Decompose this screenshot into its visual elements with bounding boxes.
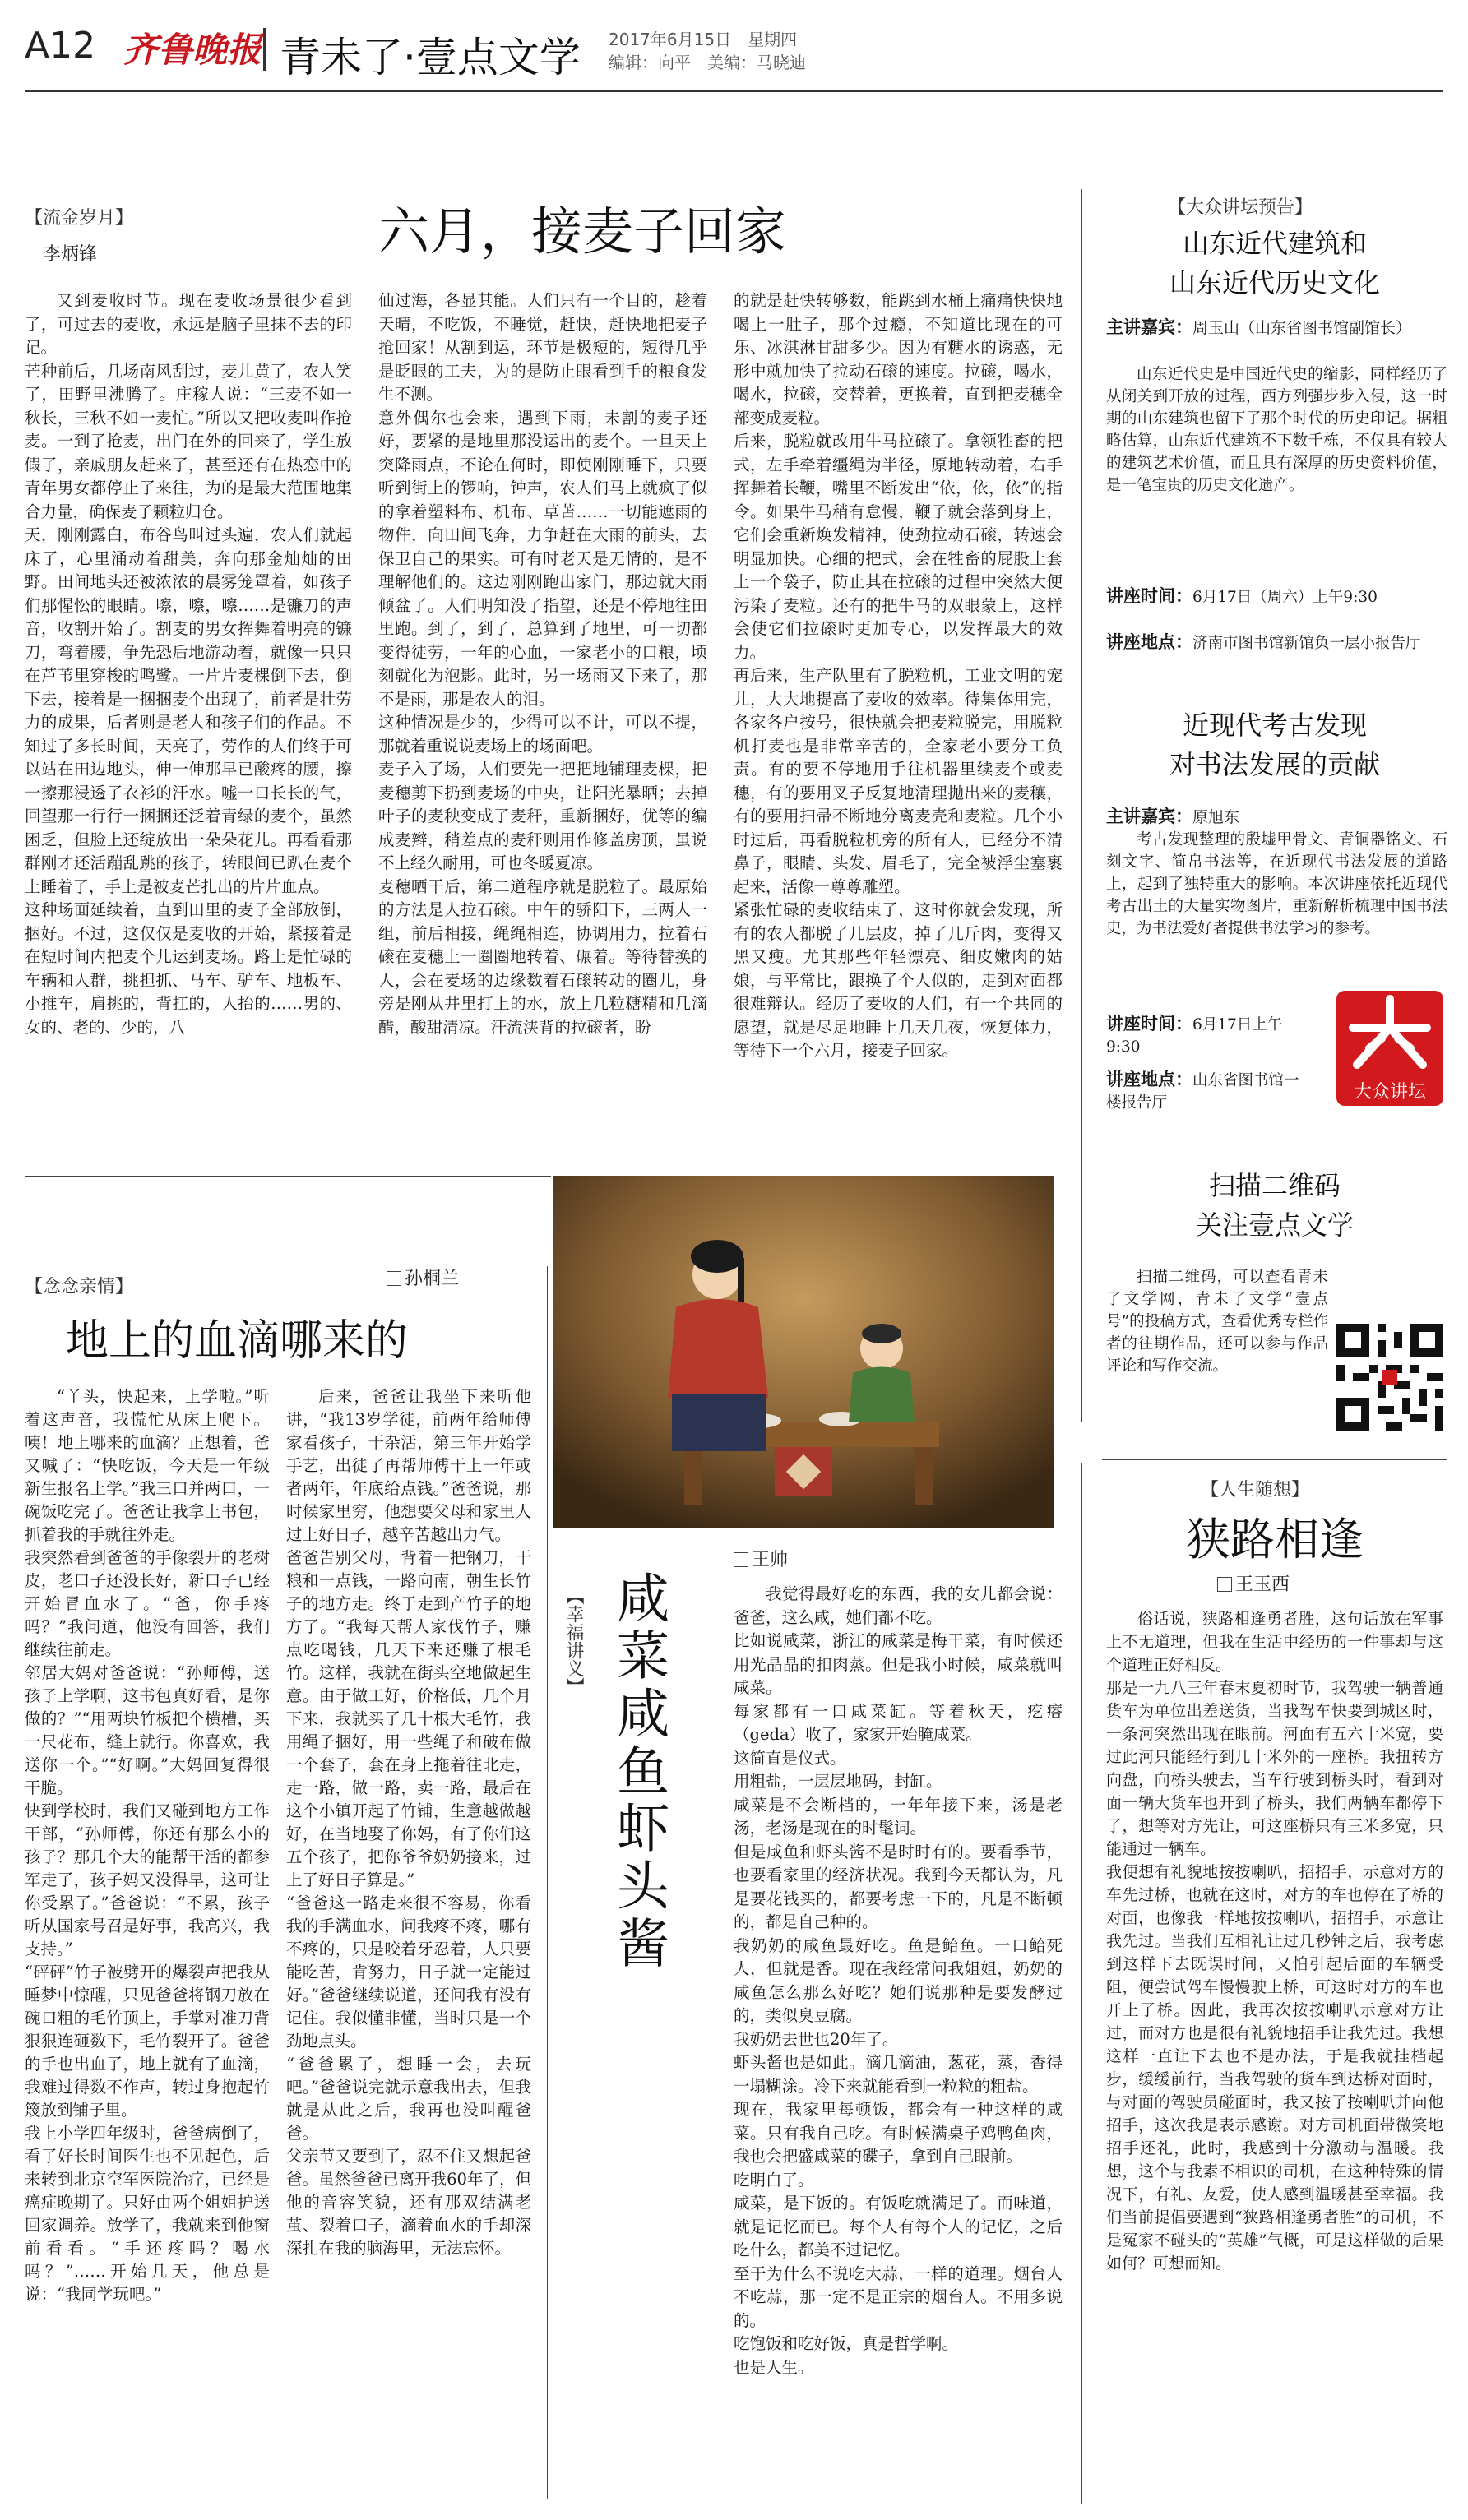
- article-body-column: 俗话说，狭路相逢勇者胜，这句话放在军事上不无道理，但我在生活中经历的一件事却与这个道理正好相反。 那是一九八三年春末夏初时节，我驾驶一辆普通货车为单位出差送货，当我驾车快要到城区时，一条河突然出现在眼前。河面有五六十米宽，要过此河只能经行到几十米外的一座桥。我扭转方向盘，向桥头驶去，当车行驶到桥头时，看到对面一辆大货车也开到了桥头，我们两辆车都停下了，想等对方先让，可这座桥只有三米多宽，只能通过一辆车。 我便想有礼貌地按按喇叭，招招手，示意对方的车先过桥，也就在这时，对方的车也停在了桥的对面，也像我一样地按按喇叭，招招手，示意让我先过。当我们互相礼让过几秒钟之后，我考虑到这样下去既误时间，又怕引起后面的车辆受阻，便尝试驾车慢慢驶上桥，可这时对方的车也开上了桥。因此，我再次按按喇叭示意对方让过，而对方也是很有礼貌地招手让我先过。我想这样一直让下去也不是办法，于是我就挂档起步，缓缓前行，当我驾驶的货车到达桥对面时，与对面的驾驶员碰面时，我又按了按喇叭并向他招手，这次我是表示感谢。对方司机面带微笑地招手还礼，此时，我感到十分激动与温暖。我想，这个与我素不相识的司机，在这种特殊的情况下，有礼、友爱，使人感到温暖甚至幸福。我们当前提倡要遇到“狭路相逢勇者胜”的司机，不是冤家不碰头的“英雄”气概，可是这样做的后果如何？可想而知。: [1106, 1610, 1443, 2273]
- column-label: 【念念亲情】: [25, 1277, 134, 1297]
- time-value: 6月17日（周六）上午9:30: [1192, 589, 1378, 606]
- place-value: 济南市图书馆新馆负一层小报告厅: [1192, 635, 1421, 652]
- time-label: 讲座时间：: [1106, 1014, 1192, 1033]
- issue-date: 2017年6月15日 星期四: [609, 30, 798, 49]
- lecture-title-line: 山东近代建筑和: [1182, 228, 1367, 259]
- place-label: 讲座地点：: [1106, 632, 1192, 652]
- byline: 孙桐兰: [387, 1265, 459, 1290]
- newspaper-logo: 齐鲁晚报: [123, 30, 262, 70]
- header-separator: [263, 28, 266, 71]
- lecture-title: [1102, 705, 1447, 784]
- time-value: 6月17日上午9:30: [1106, 1016, 1283, 1056]
- logo-caption: 大众讲坛: [1353, 1082, 1426, 1103]
- byline: 王帅: [734, 1546, 788, 1571]
- article-photo: [553, 1176, 1054, 1528]
- page-number: A12: [25, 25, 96, 67]
- sidebar-divider: [1081, 189, 1082, 1422]
- section-divider: [1102, 1459, 1447, 1460]
- article-title: 六月，接麦子回家: [378, 201, 787, 261]
- header-rule: [25, 90, 1443, 92]
- forum-glyph-icon: [1336, 991, 1443, 1073]
- qr-title: [1102, 1166, 1447, 1245]
- column-label: 【流金岁月】: [25, 208, 134, 229]
- editor-credits: 编辑：向平 美编：马晓迪: [609, 53, 806, 72]
- lecture-host: [1106, 806, 1447, 828]
- place-label: 讲座地点：: [1106, 1070, 1192, 1089]
- article-body-column: 又到麦收时节。现在麦收场景很少看到了，可过去的麦收，永远是脑子里抹不去的印记。 芒种前后，几场南风刮过，麦儿黄了，农人笑了，田野里沸腾了。庄稼人说：“三麦不如一秋长，三秋不如一麦忙。”所以又把收麦叫作抢麦。一到了抢麦，出门在外的回来了，学生放假了，亲戚朋友赶来了，甚至还有在热恋中的青年男女都停止了来往，为的是最大范围地集合力量，确保麦子颗粒归仓。 天，刚刚露白，布谷鸟叫过头遍，农人们就起床了，心里涌动着甜美，奔向那金灿灿的田野。田间地头还被浓浓的晨雾笼罩着，如孩子们那惺忪的眼睛。嚓，嚓，嚓……是镰刀的声音，收割开始了。割麦的男女挥舞着明亮的镰刀，弯着腰，争先恐后地游动着，就像一只只在芦苇里穿梭的鸣鹭。一片片麦棵倒下去，倒下去，接着是一捆捆麦个出现了，前者是壮劳力的成果，后者则是老人和孩子们的作品。不知过了多长时间，天亮了，劳作的人们终于可以站在田边地头，伸一伸那早已酸疼的腰，擦一擦那浸透了衣衫的汗水。嘘一口长长的气，回望那一行行一捆捆还泛着青绿的麦个，虽然困乏，但脸上还绽放出一朵朵花儿。再看看那群刚才还活蹦乱跳的孩子，转眼间已趴在麦个上睡着了，手上是被麦芒扎出的片片血点。 这种场面延续着，直到田里的麦子全部放倒，捆好。不过，这仅仅是麦收的开始，紧接着是在短时间内把麦个儿运到麦场。路上是忙碌的车辆和人群，挑担抓、马车、驴车、地板车、小推车，肩挑的，背扛的，人抬的……男的、女的、老的、少的，八: [25, 291, 352, 1037]
- host-label: 主讲嘉宾：: [1106, 807, 1192, 826]
- qr-code-icon[interactable]: [1336, 1324, 1443, 1431]
- lecture-title: [1102, 224, 1447, 303]
- lecture-place: [1106, 631, 1447, 654]
- lecture-description: 山东近代史是中国近代史的缩影，同样经历了从闭关到开放的过程，西方列强步步入侵，这一时期的山东建筑也留下了那个时代的历史印记。据粗略估算，山东近代建筑不下数千栋，不仅具有较大的建筑艺术价值，而且具有深厚的历史资料价值，是一笔宝贵的历史文化遗产。: [1106, 366, 1447, 494]
- column-divider: [1081, 1463, 1082, 2504]
- lecture-title-line: 山东近代历史文化: [1169, 267, 1380, 298]
- time-label: 讲座时间：: [1106, 586, 1192, 606]
- sidebar-label: 【大众讲坛预告】: [1168, 197, 1313, 218]
- lecture-host: [1106, 317, 1447, 339]
- article-title: 狭路相逢: [1186, 1514, 1364, 1565]
- lecture-description: 考古发现整理的殷墟甲骨文、青铜器铭文、石刻文字、简帛书法等，在近现代书法发展的道路上，起到了独特重大的影响。本次讲座依托近现代考古出土的大量实物图片，重新解析梳理中国书法史，为书法爱好者提供书法学习的参考。: [1106, 831, 1447, 937]
- lecture-title-line: 近现代考古发现: [1182, 710, 1367, 741]
- section-title: 青未了·壹点文学: [280, 34, 581, 81]
- host-name: 周玉山（山东省图书馆副馆长）: [1192, 319, 1412, 337]
- article-title: 咸菜咸鱼虾头酱: [608, 1570, 669, 1973]
- article-body-column: “丫头，快起来，上学啦。”听着这声音，我慌忙从床上爬下。咦！地上哪来的血滴？正想着，爸又喊了：“快吃饭，今天是一年级新生报名上学。”我三口并两口，一碗饭吃完了。爸爸让我拿上书包，抓着我的手就往外走。 我突然看到爸爸的手像裂开的老树皮，老口子还没长好，新口子已经开始冒血水了。“爸，你手疼吗？”我问道，他没有回答，我们继续往前走。 邻居大妈对爸爸说：“孙师傅，送孩子上学啊，这书包真好看，是你做的？”“用两块竹板把个横槽，买一尺花布，缝上就行。你喜欢，我送你一个。”“好啊。”大妈回复得很干脆。 快到学校时，我们又碰到地方工作干部，“孙师傅，你还有那么小的孩子？那几个大的能帮干活的都参军走了，孩子妈又没得早，这可让你受累了。”爸爸说：“不累，孩子听从国家号召是好事，我高兴，我支持。” “砰砰”竹子被劈开的爆裂声把我从睡梦中惊醒，只见爸爸将钢刀放在碗口粗的毛竹顶上，手掌对准刀背狠狠连砸数下，毛竹裂开了。爸爸的手也出血了，地上就有了血滴，我难过得数不作声，转过身抱起竹篾放到铺子里。 我上小学四年级时，爸爸病倒了，看了好长时间医生也不见起色，后来转到北京空军医院治疗，已经是癌症晚期了。只好由两个姐姐护送回家调养。放学了，我就来到他窗前看看。“手还疼吗？喝水吗？”……开始几天，他总是说：“我同学玩吧。”: [25, 1387, 270, 2304]
- host-label: 主讲嘉宾：: [1106, 317, 1192, 337]
- qr-title-line: 关注壹点文学: [1195, 1209, 1354, 1241]
- article-title: 地上的血滴哪来的: [66, 1316, 409, 1366]
- qr-title-line: 扫描二维码: [1208, 1170, 1341, 1201]
- lecture-time: [1106, 585, 1447, 608]
- lecture-title-line: 对书法发展的贡献: [1169, 749, 1380, 780]
- section-divider: [25, 1176, 551, 1177]
- lecture-time: [1106, 1013, 1312, 1058]
- column-label: 【人生随想】: [1201, 1480, 1310, 1500]
- byline: 李炳锋: [25, 240, 97, 266]
- column-label: 【幸福讲义】: [563, 1587, 584, 1695]
- article-body-column: 后来，爸爸让我坐下来听他讲，“我13岁学徒，前两年给师傅家看孩子，干杂活，第三年开始学手艺，出徒了再帮师傅干上一年或者两年，年底给点钱。”爸爸说，那时候家里穷，他想要父母和家里人过上好日子，越辛苦越出力气。 爸爸告别父母，背着一把钢刀，干粮和一点钱，一路向南，朝生长竹子的地方走。终于走到产竹子的地方了。“我每天帮人家伐竹子，赚点吃喝钱，几天下来还赚了根毛竹。这样，我就在街头空地做起生意。由于做工好，价格低，几个月下来，我就买了几十根大毛竹，我用绳子捆好，用一些绳子和破布做一个套子，套在身上拖着往北走，走一路，做一路，卖一路，最后在这个小镇开起了竹铺，生意越做越好，在当地娶了你妈，有了你们这五个孩子，把你爷爷奶奶接来，过上了好日子算是。” “爸爸这一路走来很不容易，你看我的手满血水，问我疼不疼，哪有不疼的，只是咬着牙忍着，人只要能吃苦，肯努力，日子就一定能过好。”爸爸继续说道，还问我有没有记住。我似懂非懂，当时只是一个劲地点头。 “爸爸累了，想睡一会，去玩吧。”爸爸说完就示意我出去，但我就是从此之后，我再也没叫醒爸爸。 父亲节又要到了，忍不住又想起爸爸。虽然爸爸已离开我60年了，但他的音容笑貌，还有那双结满老茧、裂着口子，滴着血水的手却深深扎在我的脑海里，无法忘怀。: [286, 1387, 531, 2258]
- byline: 王玉西: [1217, 1570, 1290, 1596]
- article-body-column: 的就是赶快转够数，能跳到水桶上痛痛快快地喝上一肚子，那个过瘾，不知道比现在的可乐、冰淇淋甘甜多少。因为有糖水的诱惑，无形中就加快了拉动石磙的速度。拉磙，喝水，喝水，拉磙，交替着，更换着，直到把麦穗全部变成麦粒。 后来，脱粒就改用牛马拉磙了。拿领牲畜的把式，左手牵着缰绳为半径，原地转动着，右手挥舞着长鞭，嘴里不断发出“依，依，依”的指令。如果牛马稍有怠慢，鞭子就会落到身上，它们会重新焕发精神，使劲拉动石磙，转速会明显加快。心细的把式，会在牲畜的屁股上套上一个袋子，防止其在拉磙的过程中突然大便污染了麦粒。还有的把牛马的双眼蒙上，这样会使它们拉磙时更加专心，以发挥最大的效力。 再后来，生产队里有了脱粒机，工业文明的宠儿，大大地提高了麦收的效率。待集体用完，各家各户按号，很快就会把麦粒脱完，用脱粒机打麦也是非常辛苦的，全家老小要分工负责。有的要不停地用手往机器里续麦个或麦穗，有的要用叉子反复地清理抛出来的麦穰，有的要用扫帚不断地分离麦壳和麦粒。几个小时过后，再看脱粒机旁的所有人，已经分不清鼻子，眼睛、头发、眉毛了，完全被浮尘塞裹起来，活像一尊尊雕塑。 紧张忙碌的麦收结束了，这时你就会发现，所有的农人都脱了几层皮，掉了几斤肉，变得又黑又瘦。尤其那些年轻漂亮、细皮嫩肉的姑娘，与平常比，跟换了个人似的，走到对面都很难辩认。经历了麦收的人们，有一个共同的愿望，就是尽足地睡上几天几夜，恢复体力，等待下一个六月，接麦子回家。: [734, 291, 1063, 1060]
- article-body-column: 我觉得最好吃的东西，我的女儿都会说：爸爸，这么咸，她们都不吃。 比如说咸菜，浙江的咸菜是梅干菜，有时候还用光晶晶的扣肉蒸。但是我小时候，咸菜就叫咸菜。 每家都有一口咸菜缸。等着秋天，疙瘩（geda）收了，家家开始腌咸菜。 这简直是仪式。 用粗盐，一层层地码，封缸。 咸菜是不会断档的，一年年接下来，汤是老汤，老汤是现在的时髦词。 但是咸鱼和虾头酱不是时时有的。要看季节，也要看家里的经济状况。我到今天都认为，凡是要花钱买的，都要考虑一下的，凡是不断顿的，都是自己种的。 我奶奶的咸鱼最好吃。鱼是鲐鱼。一口鲐死人，但就是香。现在我经常问我姐姐，奶奶的咸鱼怎么那么好吃？她们说那种是要发酵过的，类似臭豆腐。 我奶奶去世也20年了。 虾头酱也是如此。滴几滴油，葱花，蒸，香得一塌糊涂。冷下来就能看到一粒粒的粗盐。 现在，我家里每顿饭，都会有一种这样的咸菜。只有我自己吃。有时候满桌子鸡鸭鱼肉，我也会把盛咸菜的碟子，拿到自己眼前。 吃明白了。 咸菜，是下饭的。有饭吃就满足了。而味道，就是记忆而已。每个人有每个人的记忆，之后吃什么，都美不过记忆。 至于为什么不说吃大蒜，一样的道理。烟台人不吃蒜，那一定不是正宗的烟台人。不用多说的。 吃饱饭和吃好饭，真是哲学啊。 也是人生。: [734, 1584, 1063, 2377]
- article-body-column: 仙过海，各显其能。人们只有一个目的，趁着天晴，不吃饭，不睡觉，赶快，赶快地把麦子抢回家！从割到运，环节是极短的，短得几乎是眨眼的工夫，为的是防止眼看到手的粮食发生不测。 意外偶尔也会来，遇到下雨，未割的麦子还好，要紧的是地里那没运出的麦个。一旦天上突降雨点，不论在何时，即使刚刚睡下，只要听到街上的锣响，钟声，农人们马上就疯了似的拿着塑料布、机布、草苫……一切能遮雨的物件，向田间飞奔，力争赶在大雨的前头，去保卫自己的果实。可有时老天是无情的，是不理解他们的。这边刚刚跑出家门，那边就大雨倾盆了。人们明知没了指望，还是不停地往田里跑。到了，到了，总算到了地里，可一切都变得徒劳，一年的心血，一家老小的口粮，顷刻就化为泡影。此时，另一场雨又下来了，那不是雨，那是农人的泪。 这种情况是少的，少得可以不计，可以不提，那就着重说说麦场上的场面吧。 麦子入了场，人们要先一把把地铺理麦棵，把麦穗剪下扔到麦场的中央，让阳光暴晒；去掉叶子的麦秧变成了麦秆，重新捆好，优等的编成麦辫，稍差点的麦秆则用作修盖房顶，虽说不上经久耐用，可也冬暖夏凉。 麦穗晒干后，第二道程序就是脱粒了。最原始的方法是人拉石磙。中午的骄阳下，三两人一组，前后相接，绳绳相连，协调用力，拉着石磙在麦穗上一圈圈地转着、碾着。等待替换的人，会在麦场的边缘数着石磙转动的圈儿，身旁是刚从井里打上的水，放上几粒糖精和几滴醋，酸甜清凉。汗流浃背的拉磙者，盼: [378, 291, 707, 1037]
- place-value: 山东省图书馆一楼报告厅: [1106, 1072, 1299, 1112]
- qr-description: 扫描二维码，可以查看青未了文学网，青未了文学“壹点号”的投稿方式，查看优秀专栏作者的往期作品，还可以参与作品评论和写作交流。: [1106, 1269, 1328, 1375]
- clay-figurines-image: [553, 1176, 1054, 1528]
- host-name: 原旭东: [1192, 808, 1240, 826]
- lecture-place: [1106, 1069, 1312, 1114]
- column-divider: [547, 1266, 548, 2499]
- lecture-forum-logo: [1336, 991, 1443, 1106]
